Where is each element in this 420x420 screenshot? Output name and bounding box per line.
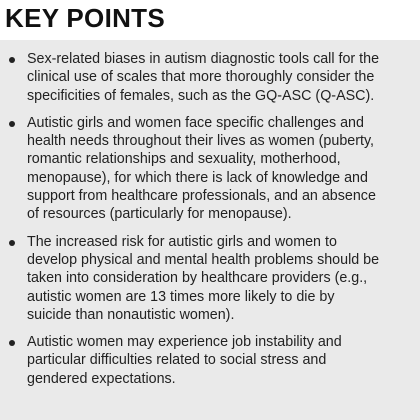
key-point-text-line: autistic women are 13 times more likely to die by xyxy=(27,288,335,305)
key-point-text-line: health needs throughout their lives as women (puberty, xyxy=(27,133,375,150)
key-point-text-line: Autistic girls and women face specific challenges and xyxy=(27,114,364,131)
key-point-text-line: particular difficulties related to social stress and xyxy=(27,352,327,369)
key-points-list xyxy=(0,50,412,388)
key-point-item xyxy=(0,333,412,388)
key-point-text-line: menopause), for which there is lack of knowledge and xyxy=(27,169,368,186)
bullet-icon xyxy=(9,340,15,346)
key-point-text-line: romantic relationships and sexuality, motherhood, xyxy=(27,151,341,168)
key-point-text-line: develop physical and mental health problems should be xyxy=(27,251,380,268)
key-point-text-line: taken into consideration by healthcare providers (e.g., xyxy=(27,270,368,287)
key-point-text-line: suicide than nonautistic women). xyxy=(27,306,235,323)
key-point-text-line: of resources (particularly for menopause). xyxy=(27,206,292,223)
key-point-text-line: The increased risk for autistic girls and women to xyxy=(27,233,337,250)
key-point-text-line: support from healthcare professionals, and an absence xyxy=(27,188,376,205)
key-point-text-line: clinical use of scales that more thoroughly consider the xyxy=(27,69,375,86)
key-point-text-line: gendered expectations. xyxy=(27,370,176,387)
key-point-item xyxy=(0,114,412,224)
box-title: KEY POINTS xyxy=(5,3,166,33)
key-point-text-line: Autistic women may experience job instability and xyxy=(27,334,342,351)
key-point-item xyxy=(0,233,412,324)
bullet-icon xyxy=(9,240,15,246)
key-point-text-line: Sex-related biases in autism diagnostic tools call for the xyxy=(27,51,380,67)
bullet-icon xyxy=(9,121,15,127)
key-point-item xyxy=(0,50,412,105)
key-points-panel xyxy=(0,40,420,420)
key-point-text-line: specificities of females, such as the GQ-ASC (Q-ASC). xyxy=(27,87,375,104)
bullet-icon xyxy=(9,57,15,63)
